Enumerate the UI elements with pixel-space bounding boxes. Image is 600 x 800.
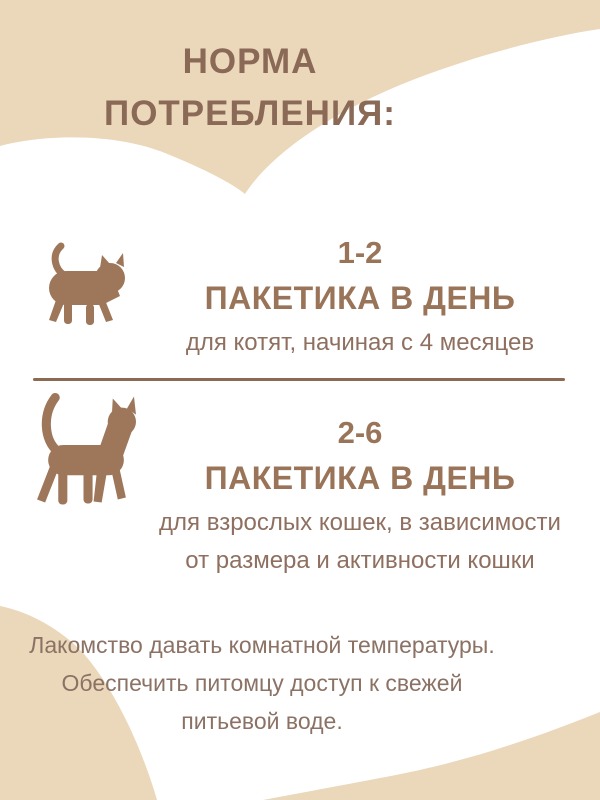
adults-amount: 2-6	[337, 415, 383, 450]
kitten-silhouette-icon	[46, 242, 128, 328]
section-kittens	[150, 234, 570, 362]
adult-cat-silhouette-icon	[31, 392, 137, 506]
section-adult-cats	[150, 414, 570, 580]
page-title	[0, 36, 500, 140]
footer-note	[12, 626, 512, 740]
adults-note-line2: от размера и активности кошки	[185, 547, 535, 574]
footer-line2: Обеспечить питомцу доступ к свежей	[61, 670, 463, 696]
kittens-unit: ПАКЕТИКА В ДЕНЬ	[204, 280, 516, 316]
section-divider	[33, 378, 565, 381]
adults-note-line1: для взрослых кошек, в зависимости	[159, 509, 561, 536]
adults-unit: ПАКЕТИКА В ДЕНЬ	[204, 460, 516, 496]
footer-line1: Лакомство давать комнатной температуры.	[29, 632, 495, 658]
page-title-line1: НОРМА	[182, 42, 318, 81]
kittens-amount: 1-2	[337, 235, 383, 270]
kittens-note: для котят, начиная с 4 месяцев	[185, 329, 535, 356]
footer-line3: питьевой воде.	[181, 708, 343, 734]
page-title-line2: ПОТРЕБЛЕНИЯ:	[104, 94, 396, 133]
